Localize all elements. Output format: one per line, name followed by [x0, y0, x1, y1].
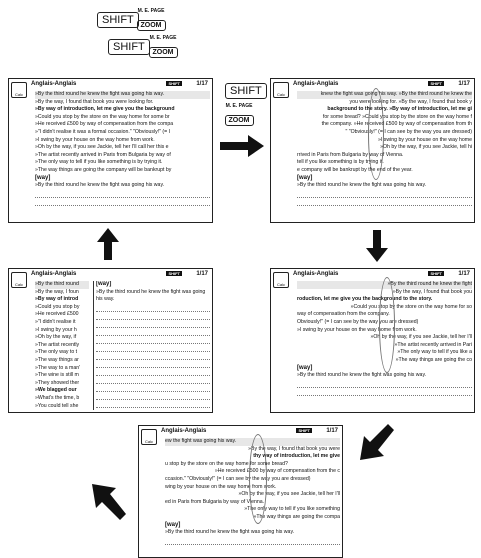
entry-list-narrow	[35, 281, 89, 410]
screen-5	[8, 268, 213, 413]
entry-line[interactable]: »The only way to tell if you like something is by trying it.	[35, 159, 163, 166]
arrow-down-icon	[365, 228, 389, 264]
entry-line[interactable]: wing by your house on the way home from work.	[165, 483, 277, 490]
divider	[165, 537, 340, 545]
example-sentence: »By the third round he knew the fight was going his way.	[35, 182, 165, 189]
divider	[96, 352, 210, 360]
screen-3	[270, 268, 475, 413]
entry-line[interactable]: ew the fight was going his way.	[165, 438, 340, 446]
shift-badge: SHIFT	[430, 81, 442, 86]
mepage-zoom-key-top	[133, 8, 169, 32]
shift-badge: SHIFT	[168, 81, 180, 86]
example-label: [way]	[96, 281, 112, 287]
screen-header	[293, 271, 472, 280]
entry-line[interactable]: »The way things ar	[35, 356, 79, 363]
entry-line[interactable]: »Could you stop by	[35, 303, 80, 310]
shift-key-mid: SHIFT	[225, 83, 267, 99]
example-label: [way]	[297, 364, 313, 371]
entry-line[interactable]: »By way of introduction, let me give you the background	[35, 106, 175, 113]
entry-line[interactable]: »The artist recently arrived in Pari	[394, 341, 472, 348]
book-title: Anglais-Anglais	[31, 81, 77, 87]
entry-line[interactable]: you were looking for. »By the way, I found that book y	[349, 98, 472, 105]
divider	[96, 336, 210, 344]
entry-line[interactable]: background to the story. »By way of introduction, let me gi	[327, 106, 472, 113]
entry-line[interactable]: »By the way, I found that book you were looking for.	[35, 98, 154, 105]
page-indicator: 1/17	[458, 271, 470, 277]
arrow-right-icon	[218, 134, 266, 158]
entry-line[interactable]: ccasion." "Obviously!" (= I can see by the way you are dressed)	[165, 475, 311, 482]
card-icon	[11, 82, 27, 98]
highlight-oval	[379, 277, 395, 373]
entry-line[interactable]: »Oh by the way, if you see Jackie, tell hi	[380, 144, 472, 151]
entry-line[interactable]: »Oh by the way, if you see Jackie, tell her I'll	[238, 491, 340, 498]
entry-line[interactable]: »The way things are going the company will be bankrupt by	[35, 166, 172, 173]
card-label: Calc	[276, 282, 285, 287]
mepage-caption: M. E. PAGE	[225, 103, 253, 109]
divider	[96, 328, 210, 336]
example-pane	[93, 281, 210, 410]
divider	[96, 312, 210, 320]
zoom-key: ZOOM	[137, 20, 166, 31]
divider	[96, 344, 210, 352]
divider	[96, 376, 210, 384]
screen-header	[31, 271, 210, 280]
card-label: Calc	[276, 92, 285, 97]
divider	[96, 400, 210, 408]
divider	[35, 198, 210, 206]
entry-line[interactable]: rrived in Paris from Bulgaria by way of Vienna.	[297, 151, 404, 158]
entry-line[interactable]: »By the third round he knew the fight was going his way.	[35, 91, 210, 99]
arrow-down-left-icon	[356, 422, 398, 464]
card-label: Calc	[14, 92, 23, 97]
entry-line[interactable]: »By the way, I found that book you were	[248, 445, 340, 452]
page-indicator: 1/17	[458, 81, 470, 87]
entry-line[interactable]: knew the fight was going his way. »By the third round he knew the	[297, 91, 472, 99]
entry-line[interactable]: »We blagged our	[35, 387, 77, 394]
screen-sidebar	[141, 429, 157, 555]
entry-line[interactable]: »He received £500 by way of compensation from the c	[214, 468, 340, 475]
shift-key-top-2: SHIFT	[108, 39, 150, 55]
divider	[96, 392, 210, 400]
entry-line[interactable]: Obviously!" (= I can see by the way you are dressed)	[297, 318, 419, 325]
entry-line[interactable]: tell if you like something is by trying it.	[297, 159, 384, 166]
entry-line[interactable]: »By way of introd	[35, 296, 79, 303]
divider	[297, 190, 472, 198]
arrow-up-left-icon	[88, 482, 130, 524]
book-title: Anglais-Anglais	[293, 81, 339, 87]
entry-line[interactable]: for some bread? »Could you stop by the store on the way home f	[322, 113, 472, 120]
zoom-key: ZOOM	[225, 115, 254, 126]
card-label: Calc	[14, 282, 23, 287]
screen-header	[161, 428, 340, 437]
divider	[297, 198, 472, 206]
entry-list	[35, 91, 210, 220]
mepage-caption: M. E. PAGE	[149, 35, 177, 41]
screen-header	[293, 81, 472, 90]
divider	[96, 360, 210, 368]
card-icon	[11, 272, 27, 288]
entry-line[interactable]: »By the third round he knew the fight	[297, 281, 472, 289]
example-label: [way]	[297, 174, 313, 181]
entry-line[interactable]: »The artist recently arrived in Paris from Bulgaria by way of	[35, 151, 171, 158]
highlight-oval	[249, 434, 267, 524]
entry-line[interactable]: »Could you stop by the store on the way home for so	[350, 303, 472, 310]
divider	[96, 384, 210, 392]
example-sentence: »By the third round he knew the fight was going his way.	[297, 372, 427, 379]
entry-line[interactable]: »Oh by the way, if	[35, 334, 77, 341]
entry-line[interactable]: »Oh by the way, if you see Jackie, tell her I'll	[370, 334, 472, 341]
entry-line[interactable]: »The only way to t	[35, 349, 78, 356]
entry-line[interactable]: thy way of introduction, let me give	[253, 453, 340, 460]
entry-line[interactable]: »I swing by your house on the way home	[377, 136, 472, 143]
mepage-zoom-key-top-2	[145, 35, 181, 59]
divider	[35, 190, 210, 198]
entry-line[interactable]: »The way things are going the co	[395, 356, 472, 363]
divider	[297, 388, 472, 396]
entry-line[interactable]: u stop by the store on the way home for some bread?	[165, 460, 288, 467]
shift-badge: SHIFT	[168, 271, 180, 276]
entry-line[interactable]: »The way things are going the compa	[253, 513, 340, 520]
page-indicator: 1/17	[196, 271, 208, 277]
screen-1	[8, 78, 213, 223]
example-label: [way]	[35, 174, 51, 181]
screen-4	[138, 425, 343, 558]
entry-line[interactable]: way of compensation from the company.	[297, 311, 390, 318]
card-icon	[273, 272, 289, 288]
book-title: Anglais-Anglais	[31, 271, 77, 277]
book-title: Anglais-Anglais	[161, 428, 207, 434]
screen-header	[31, 81, 210, 90]
arrow-up-icon	[96, 226, 120, 262]
entry-line[interactable]: »He received £500 by way of compensation from the compa	[35, 121, 174, 128]
entry-line[interactable]: ed in Paris from Bulgaria by way of Vienna.	[165, 498, 265, 505]
entry-line[interactable]: »By the way, I foun	[35, 288, 79, 295]
entry-line[interactable]: »The only way to tell if you like a	[397, 349, 472, 356]
entry-line[interactable]: »Oh by the way, if you see Jackie, tell her I'll call her this e	[35, 144, 169, 151]
screen-sidebar	[11, 272, 27, 410]
screen-sidebar	[273, 272, 289, 410]
example-sentence: »By the third round he knew the fight was going his way.	[165, 529, 295, 536]
entry-line[interactable]: »What's the time, b	[35, 394, 80, 401]
card-icon	[141, 429, 157, 445]
book-title: Anglais-Anglais	[293, 271, 339, 277]
entry-line[interactable]: e company will be bankrupt by the end of the year.	[297, 166, 413, 173]
entry-line[interactable]: »He received £500	[35, 311, 79, 318]
entry-line[interactable]: »The artist recently	[35, 341, 80, 348]
shift-badge: SHIFT	[298, 428, 310, 433]
divider	[297, 380, 472, 388]
screen-sidebar	[11, 82, 27, 220]
zoom-key: ZOOM	[149, 47, 178, 58]
divider	[96, 320, 210, 328]
entry-line[interactable]: »They showed ther	[35, 379, 80, 386]
entry-line[interactable]: »I swing by your house on the way home from work.	[35, 136, 155, 143]
page-indicator: 1/17	[196, 81, 208, 87]
entry-line[interactable]: »You could tell she	[35, 402, 79, 409]
entry-line[interactable]: »By the third round	[35, 281, 89, 289]
entry-list	[297, 91, 472, 220]
entry-line[interactable]: »I swing by your h	[35, 326, 77, 333]
example-sentence: »By the third round he knew the fight was going his way.	[96, 288, 206, 303]
example-label: [way]	[165, 521, 181, 528]
divider	[96, 408, 210, 410]
shift-key-top-1: SHIFT	[97, 12, 139, 28]
entry-line[interactable]: »"I didn't realise it was a formal occasion." "Obviously!" (= I	[35, 128, 171, 135]
entry-line[interactable]: »The way to a man'	[35, 364, 81, 371]
example-sentence: »By the third round he knew the fight was going his way.	[297, 182, 427, 189]
entry-line[interactable]: »By the way, I found that book you	[392, 288, 472, 295]
entry-line[interactable]: »I swing by your house on the way home from work.	[297, 326, 417, 333]
entry-line[interactable]: roduction, let me give you the background to the story.	[297, 296, 433, 303]
highlight-oval	[368, 88, 384, 180]
divider	[96, 368, 210, 376]
screen-sidebar	[273, 82, 289, 220]
entry-line[interactable]: »The only way to tell if you like something	[244, 506, 340, 513]
card-label: Calc	[144, 439, 153, 444]
screen-2	[270, 78, 475, 223]
divider	[96, 304, 210, 312]
mepage-caption: M. E. PAGE	[137, 8, 165, 14]
entry-line[interactable]: the company. »He received £500 by way of compensation from th	[321, 121, 472, 128]
page-indicator: 1/17	[326, 428, 338, 434]
entry-line[interactable]: »"I didn't realise it	[35, 318, 76, 325]
entry-line[interactable]: »The wine is still m	[35, 372, 79, 379]
entry-line[interactable]: " "Obviously!" (= I can see by the way you are dressed)	[345, 128, 472, 135]
entry-line[interactable]: »Could you stop by the store on the way home for some br	[35, 113, 170, 120]
mepage-zoom-key-mid	[221, 103, 257, 127]
shift-badge: SHIFT	[430, 271, 442, 276]
card-icon	[273, 82, 289, 98]
